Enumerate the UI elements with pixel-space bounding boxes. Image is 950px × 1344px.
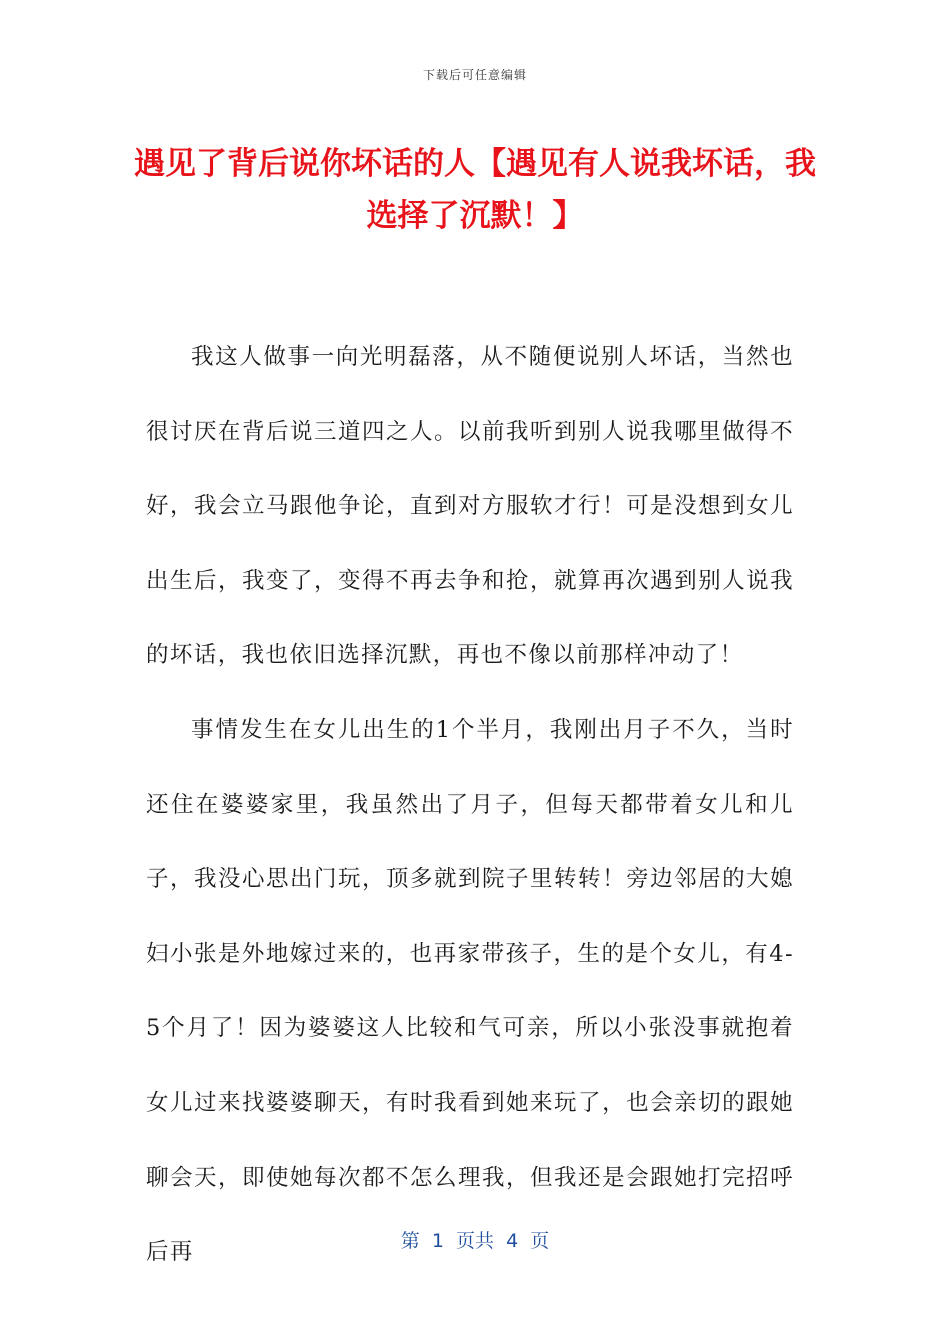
page-number-footer: 第 1 页共 4 页 xyxy=(400,1230,550,1252)
paragraph: 我这人做事一向光明磊落，从不随便说别人坏话，当然也很讨厌在背后说三道四之人。以前我听到别人说我哪里做得不好，我会立马跟他争论，直到对方服软才行！可是没想到女儿出生后，我变了，变得不再去争和抢，就算再次遇到别人说我的坏话，我也依旧选择沉默，再也不像以前那样冲动了！ xyxy=(146,344,794,669)
document-body xyxy=(146,320,794,1290)
paragraph: 事情发生在女儿出生的1个半月，我刚出月子不久，当时还住在婆婆家里，我虽然出了月子，但每天都带着女儿和儿子，我没心思出门玩，顶多就到院子里转转！旁边邻居的大媳妇小张是外地嫁过来的，也再家带孩子，生的是个女儿，有4-5个月了！因为婆婆这人比较和气可亲，所以小张没事就抱着女儿过来找婆婆聊天，有时我看到她来玩了，也会亲切的跟她聊会天，即使她每次都不怎么理我，但我还是会跟她打完招呼后再 xyxy=(146,716,794,1266)
document-title: 遇见了背后说你坏话的人【遇见有人说我坏话，我选择了沉默！】 xyxy=(134,146,816,234)
header-note: 下载后可任意编辑 xyxy=(422,68,527,82)
